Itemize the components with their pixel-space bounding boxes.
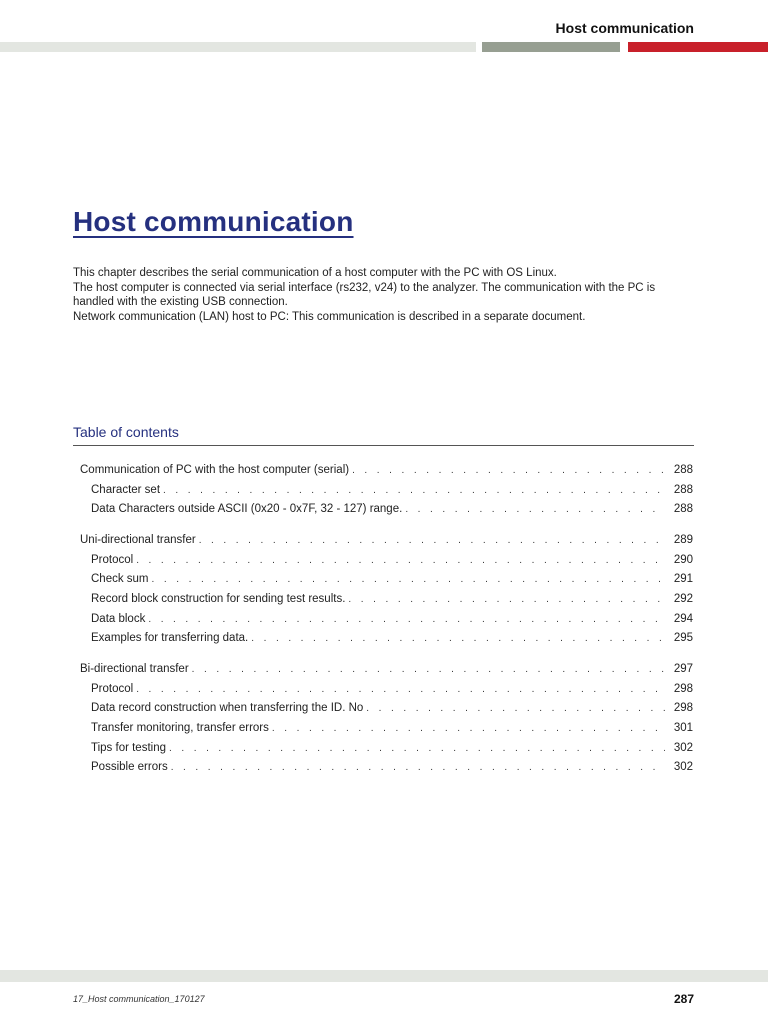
toc-entry-page: 291	[673, 573, 693, 586]
toc-group-uni-directional	[80, 534, 693, 652]
toc-leader-dots	[348, 594, 665, 605]
toc-entry-page: 288	[673, 464, 693, 476]
toc-entry-title: Protocol	[91, 553, 134, 566]
toc-leader-dots	[169, 743, 665, 754]
toc-entry-page: 288	[673, 483, 693, 496]
toc-entry[interactable]	[80, 573, 693, 593]
toc-leader-dots	[366, 703, 665, 714]
toc-leader-dots	[352, 465, 665, 476]
toc-entry[interactable]	[80, 632, 693, 652]
toc-leader-dots	[163, 485, 665, 496]
header-bar-red	[628, 42, 768, 52]
page-title: Host communication	[73, 206, 354, 237]
toc-entry[interactable]	[80, 742, 693, 762]
toc-entry-title: Possible errors	[91, 761, 168, 774]
toc-entry[interactable]	[80, 593, 693, 613]
toc-leader-dots	[405, 504, 665, 515]
toc-entry[interactable]	[80, 722, 693, 742]
intro-paragraph-1: This chapter describes the serial communication of a host computer with the PC with OS Linux.	[73, 267, 557, 279]
toc-leader-dots	[148, 614, 665, 625]
toc-entry-title: Tips for testing	[91, 741, 166, 754]
footer-bar	[0, 970, 768, 982]
toc-entry-title: Data record construction when transferring the ID. No	[91, 702, 364, 715]
toc-entry-title: Bi-directional transfer	[80, 663, 189, 675]
toc-leader-dots	[199, 535, 665, 546]
toc-group-bi-directional	[80, 663, 693, 781]
toc-entry-page: 289	[673, 534, 693, 546]
toc-leader-dots	[136, 684, 665, 695]
intro-paragraph-2: The host computer is connected via serial interface (rs232, v24) to the analyzer. The communication with the PC is handled with the existing USB connection.	[73, 281, 656, 309]
toc-entry[interactable]	[80, 702, 693, 722]
toc-entry-page: 302	[673, 741, 693, 754]
toc-entry[interactable]	[80, 761, 693, 781]
toc-entry-title: Communication of PC with the host computer (serial)	[80, 464, 350, 476]
toc-entry-title: Examples for transferring data.	[91, 632, 249, 645]
toc-entry-title: Character set	[91, 483, 161, 496]
toc-entry-title: Data Characters outside ASCII (0x20 - 0x7F, 32 - 127) range.	[91, 503, 403, 516]
toc-entry[interactable]	[80, 613, 693, 633]
toc-entry[interactable]	[80, 464, 693, 484]
toc-leader-dots	[272, 723, 665, 734]
toc-entry-page: 292	[673, 593, 693, 606]
toc-entry-title: Record block construction for sending test results.	[91, 593, 346, 606]
toc-entry[interactable]	[80, 534, 693, 554]
footer-document-id: 17_Host communication_170127	[73, 994, 205, 1004]
toc-entry[interactable]	[80, 484, 693, 504]
toc-entry-page: 294	[673, 612, 693, 625]
toc-entry-page: 298	[673, 702, 693, 715]
intro-text	[73, 266, 698, 325]
toc-entry-page: 298	[673, 682, 693, 695]
toc-entry-title: Uni-directional transfer	[80, 534, 196, 546]
header-bar-gray	[482, 42, 620, 52]
toc-entry[interactable]	[80, 663, 693, 683]
toc-leader-dots	[192, 664, 665, 675]
toc-divider	[73, 445, 694, 446]
toc-entry-page: 295	[673, 632, 693, 645]
toc-entry-title: Check sum	[91, 573, 149, 586]
toc-leader-dots	[251, 633, 665, 644]
toc-entry-page: 302	[673, 761, 693, 774]
toc-entry-title: Transfer monitoring, transfer errors	[91, 722, 269, 735]
toc-group-serial	[80, 464, 693, 523]
toc-entry-page: 297	[673, 663, 693, 675]
toc-entry-page: 288	[673, 503, 693, 516]
toc-leader-dots	[152, 574, 665, 585]
toc-entry-page: 290	[673, 553, 693, 566]
footer-page-number: 287	[673, 992, 694, 1006]
toc-entry[interactable]	[80, 503, 693, 523]
toc-entry[interactable]	[80, 554, 693, 574]
header-bar-light	[0, 42, 476, 52]
toc-entry[interactable]	[80, 683, 693, 703]
running-header-title: Host communication	[555, 20, 694, 36]
intro-paragraph-3: Network communication (LAN) host to PC: This communication is described in a separate document.	[73, 311, 586, 324]
toc-leader-dots	[136, 555, 665, 566]
toc-entry-title: Protocol	[91, 682, 134, 695]
toc-entry-page: 301	[673, 722, 693, 735]
toc-entry-title: Data block	[91, 612, 146, 625]
toc-heading: Table of contents	[73, 424, 179, 440]
toc-leader-dots	[171, 762, 665, 773]
